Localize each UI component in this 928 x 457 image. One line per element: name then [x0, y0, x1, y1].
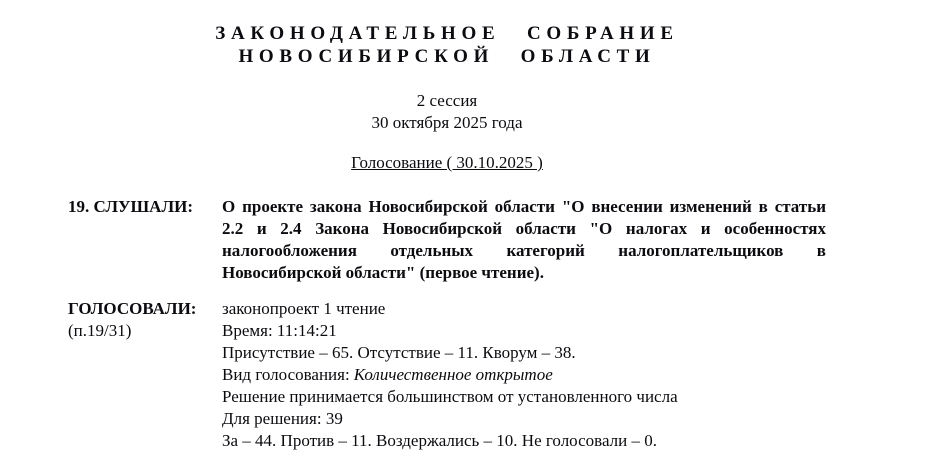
- voting-line-rule: Решение принимается большинством от установленного числа: [222, 387, 678, 406]
- vote-type-value: Количественное открытое: [353, 365, 553, 384]
- voting-row: [68, 298, 826, 452]
- voting-label-column: [68, 298, 222, 452]
- voting-heading: Голосование ( 30.10.2025 ): [351, 153, 543, 172]
- vote-type-label: Вид голосования:: [222, 365, 350, 384]
- voting-line-threshold: Для решения: 39: [222, 409, 343, 428]
- voting-line-time: Время: 11:14:21: [222, 321, 337, 340]
- agenda-row: [68, 196, 826, 284]
- voting-line-type: [222, 364, 826, 386]
- agenda-label: 19. СЛУШАЛИ:: [68, 197, 193, 216]
- voting-line-project: законопроект 1 чтение: [222, 299, 386, 318]
- document-page: [68, 0, 826, 452]
- voting-line-results: За – 44. Против – 11. Воздержались – 10. Не голосовали – 0.: [222, 431, 657, 450]
- voting-label: ГОЛОСОВАЛИ:: [68, 299, 197, 318]
- session-block: [68, 90, 826, 134]
- voting-heading-row: [68, 152, 826, 174]
- title-line-1: ЗАКОНОДАТЕЛЬНОЕ СОБРАНИЕ: [215, 23, 679, 44]
- document-title: [68, 22, 826, 68]
- title-line-2: НОВОСИБИРСКОЙ ОБЛАСТИ: [238, 46, 656, 67]
- voting-item-ref: (п.19/31): [68, 321, 132, 340]
- voting-details-column: [222, 298, 826, 452]
- voting-line-attendance: Присутствие – 65. Отсутствие – 11. Кворум – 38.: [222, 343, 576, 362]
- agenda-text: О проекте закона Новосибирской области "О внесении изменений в статьи 2.2 и 2.4 Закона Новосибирской области "О налогах и особенностях налогообложения отдельных категорий налогоплательщиков в Новосибирской области" (первое чтение).: [222, 197, 826, 282]
- session-date: 30 октября 2025 года: [371, 113, 523, 132]
- session-number: 2 сессия: [416, 91, 478, 110]
